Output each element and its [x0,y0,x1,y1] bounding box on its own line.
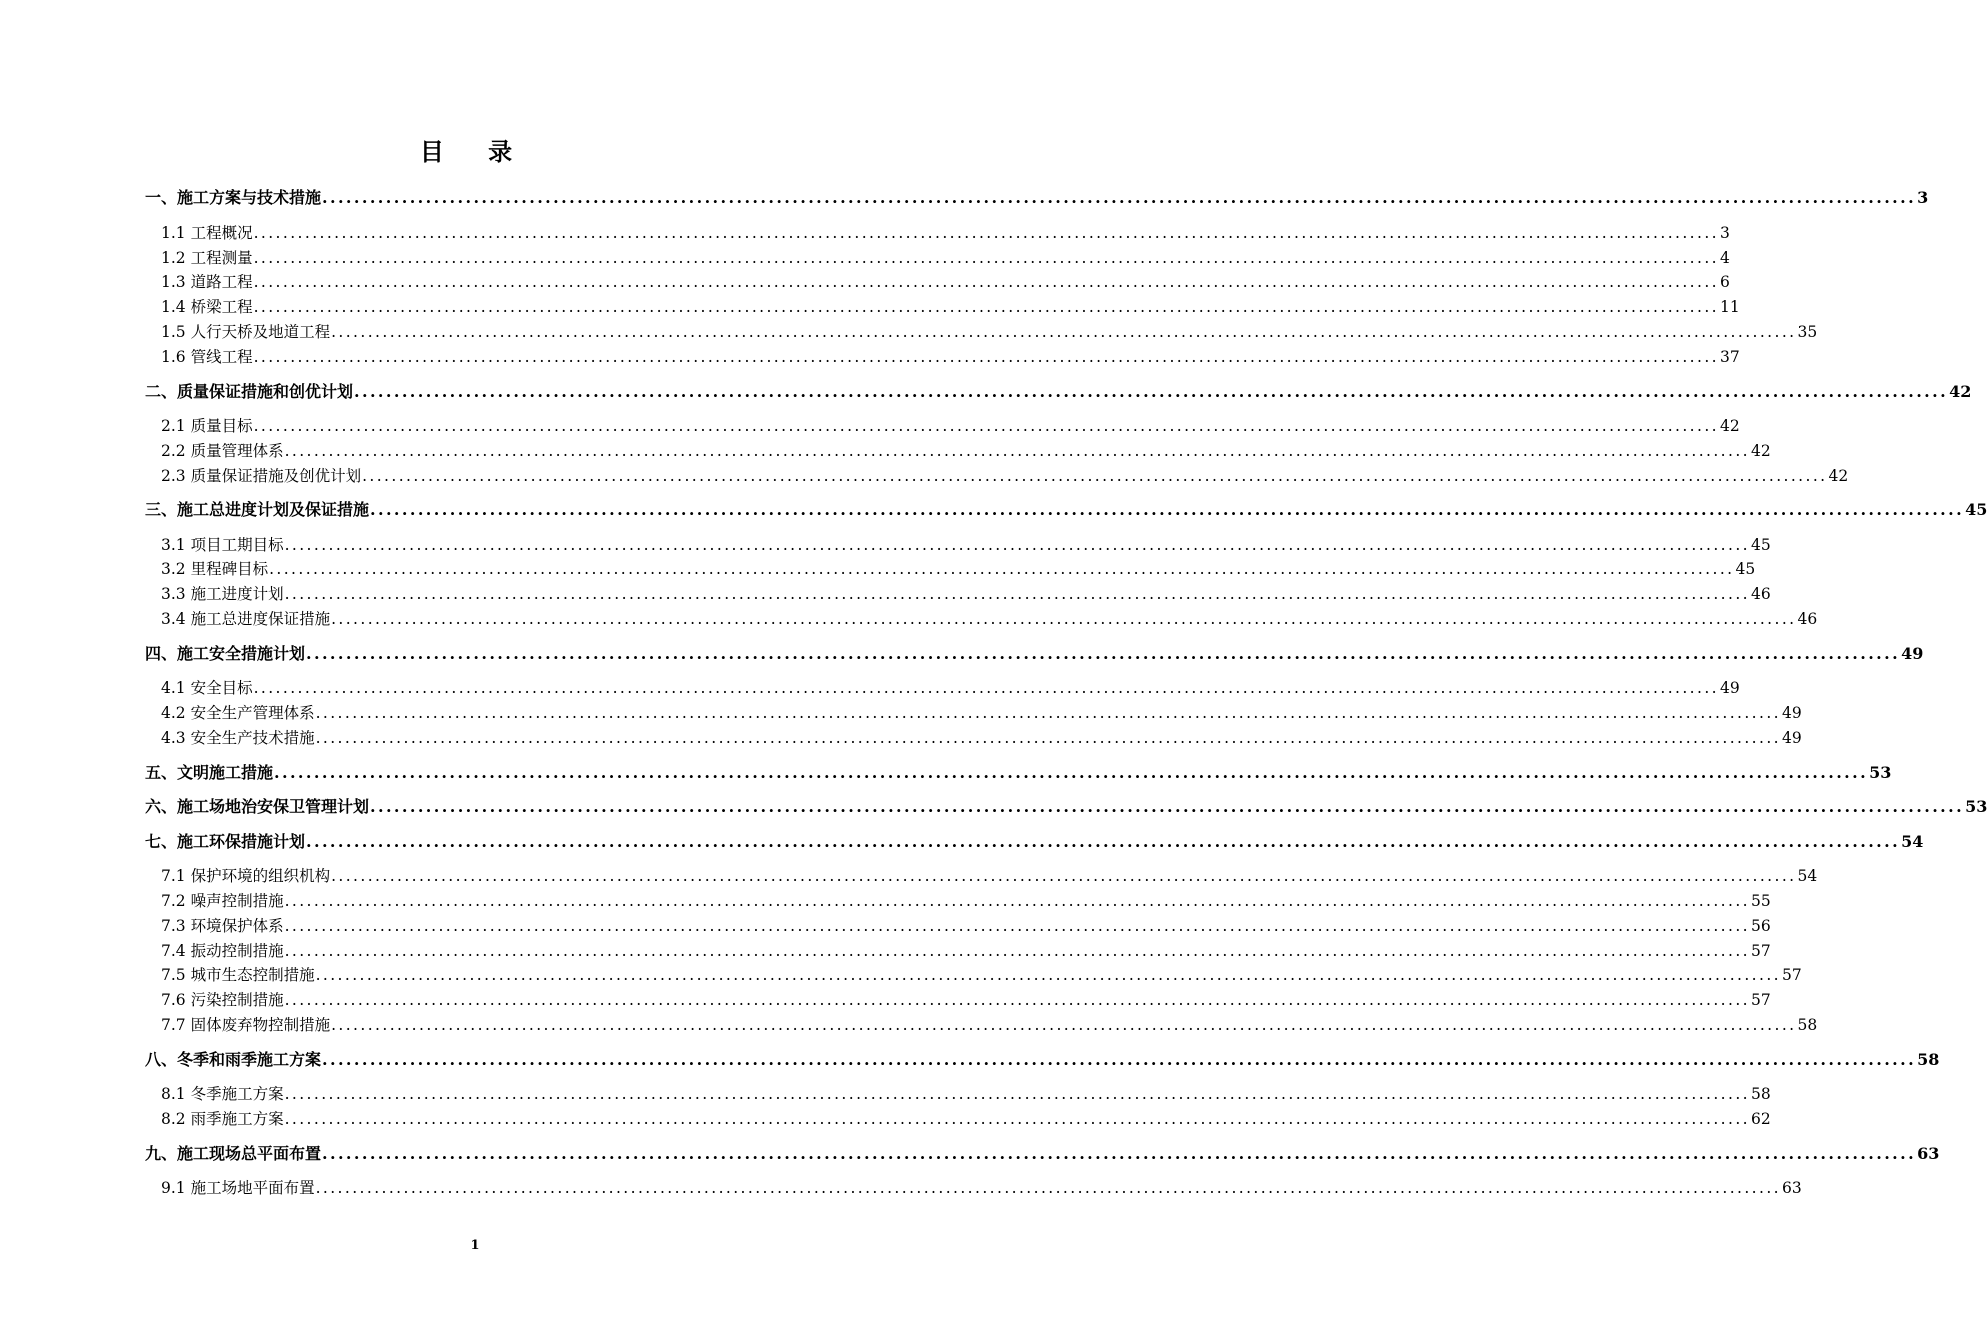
toc-entry-label: 2.2 质量管理体系 [161,442,284,460]
toc-chapter-entry[interactable] [145,761,1892,785]
toc-section-entry[interactable] [161,320,1818,344]
toc-section-entry[interactable] [161,914,1771,938]
toc-entry-label: 六、施工场地治安保卫管理计划 [145,797,370,816]
toc-entry-page-number: 62 [1750,1110,1771,1128]
toc-dot-leader: ........................................................................................................................................................................................................ [331,1016,1797,1034]
toc-entry-label: 8.2 雨季施工方案 [161,1110,284,1128]
toc-section-entry[interactable] [161,1107,1771,1131]
toc-entry-page-number: 42 [1719,417,1740,435]
toc-dot-leader: ........................................................................................................................................................................................................ [315,1179,1781,1197]
toc-dot-leader: ........................................................................................................................................................................................................ [315,704,1781,722]
toc-dot-leader: ........................................................................................................................................................................................................ [284,585,1750,603]
toc-dot-leader: ........................................................................................................................................................................................................ [315,729,1781,747]
toc-entry-page-number: 54 [1901,832,1924,851]
toc-section-entry[interactable] [161,295,1740,319]
toc-dot-leader: ........................................................................................................................................................................................................ [306,832,1901,851]
toc-section-entry[interactable] [161,607,1818,631]
toc-entry-label: 1.2 工程测量 [161,249,253,267]
toc-dot-leader: ........................................................................................................................................................................................................ [284,892,1750,910]
toc-chapter-entry[interactable] [145,1142,1940,1166]
toc-entry-label: 4.2 安全生产管理体系 [161,704,315,722]
toc-entry-page-number: 57 [1750,942,1771,960]
toc-section-entry[interactable] [161,1013,1818,1037]
toc-section-entry[interactable] [161,701,1802,725]
toc-entry-page-number: 58 [1797,1016,1818,1034]
toc-chapter-entry[interactable] [145,498,1987,522]
toc-dot-leader: ........................................................................................................................................................................................................ [370,797,1965,816]
toc-entry-label: 8.1 冬季施工方案 [161,1085,284,1103]
toc-section-entry[interactable] [161,582,1771,606]
toc-section-entry[interactable] [161,939,1771,963]
toc-entry-label: 二、质量保证措施和创优计划 [145,382,354,401]
toc-entry-page-number: 42 [1828,467,1849,485]
toc-section-entry[interactable] [161,676,1740,700]
toc-entry-label: 九、施工现场总平面布置 [145,1144,322,1163]
toc-section-entry[interactable] [161,889,1771,913]
toc-entry-page-number: 11 [1719,298,1740,316]
toc-section-entry[interactable] [161,246,1730,270]
toc-section-entry[interactable] [161,345,1740,369]
toc-dot-leader: ........................................................................................................................................................................................................ [315,966,1781,984]
toc-section-entry[interactable] [161,464,1849,488]
toc-dot-leader: ........................................................................................................................................................................................................ [354,382,1949,401]
toc-dot-leader: ........................................................................................................................................................................................................ [253,679,1719,697]
toc-entry-page-number: 55 [1750,892,1771,910]
toc-entry-page-number: 49 [1901,644,1924,663]
toc-entry-label: 七、施工环保措施计划 [145,832,306,851]
toc-entry-page-number: 37 [1719,348,1740,366]
toc-entry-label: 1.3 道路工程 [161,273,253,291]
toc-section-entry[interactable] [161,557,1756,581]
toc-chapter-entry[interactable] [145,795,1987,819]
page-number: 1 [470,1238,480,1253]
toc-chapter-entry[interactable] [145,642,1924,666]
toc-dot-leader: ........................................................................................................................................................................................................ [253,298,1719,316]
toc-entry-label: 7.4 振动控制措施 [161,942,284,960]
toc-section-entry[interactable] [161,1176,1802,1200]
toc-entry-label: 7.3 环境保护体系 [161,917,284,935]
toc-entry-page-number: 45 [1735,560,1756,578]
toc-entry-label: 3.2 里程碑目标 [161,560,269,578]
toc-entry-page-number: 46 [1750,585,1771,603]
toc-dot-leader: ........................................................................................................................................................................................................ [253,249,1719,267]
toc-dot-leader: ........................................................................................................................................................................................................ [284,991,1750,1009]
toc-entry-page-number: 49 [1781,704,1802,722]
toc-entry-label: 五、文明施工措施 [145,763,274,782]
toc-entry-page-number: 4 [1719,249,1730,267]
toc-entry-page-number: 42 [1750,442,1771,460]
toc-entry-page-number: 57 [1750,991,1771,1009]
toc-dot-leader: ........................................................................................................................................................................................................ [284,917,1750,935]
toc-dot-leader: ........................................................................................................................................................................................................ [269,560,1735,578]
toc-entry-page-number: 58 [1917,1050,1940,1069]
toc-entry-label: 3.4 施工总进度保证措施 [161,610,331,628]
toc-section-entry[interactable] [161,439,1771,463]
toc-entry-label: 2.3 质量保证措施及创优计划 [161,467,362,485]
toc-entry-page-number: 45 [1965,500,1987,519]
toc-entry-page-number: 3 [1917,188,1929,207]
toc-entry-label: 4.3 安全生产技术措施 [161,729,315,747]
toc-section-entry[interactable] [161,963,1802,987]
toc-entry-label: 7.7 固体废弃物控制措施 [161,1016,331,1034]
toc-entry-page-number: 58 [1750,1085,1771,1103]
toc-entry-label: 7.6 污染控制措施 [161,991,284,1009]
toc-section-entry[interactable] [161,414,1740,438]
toc-entry-label: 四、施工安全措施计划 [145,644,306,663]
toc-entry-page-number: 57 [1781,966,1802,984]
toc-dot-leader: ........................................................................................................................................................................................................ [284,942,1750,960]
toc-section-entry[interactable] [161,533,1771,557]
toc-section-entry[interactable] [161,988,1771,1012]
toc-entry-label: 9.1 施工场地平面布置 [161,1179,315,1197]
toc-entry-label: 三、施工总进度计划及保证措施 [145,500,370,519]
toc-dot-leader: ........................................................................................................................................................................................................ [331,867,1797,885]
toc-section-entry[interactable] [161,1082,1771,1106]
toc-entry-label: 3.1 项目工期目标 [161,536,284,554]
toc-dot-leader: ........................................................................................................................................................................................................ [306,644,1901,663]
toc-entry-label: 2.1 质量目标 [161,417,253,435]
toc-entry-label: 1.5 人行天桥及地道工程 [161,323,331,341]
toc-entry-label: 1.1 工程概况 [161,224,253,242]
toc-dot-leader: ........................................................................................................................................................................................................ [322,1144,1917,1163]
toc-dot-leader: ........................................................................................................................................................................................................ [284,1110,1750,1128]
toc-entry-page-number: 45 [1750,536,1771,554]
toc-section-entry[interactable] [161,864,1818,888]
toc-chapter-entry[interactable] [145,186,1929,210]
toc-entry-page-number: 53 [1869,763,1892,782]
toc-dot-leader: ........................................................................................................................................................................................................ [331,323,1797,341]
toc-entry-page-number: 53 [1965,797,1987,816]
toc-entry-page-number: 63 [1781,1179,1802,1197]
toc-dot-leader: ........................................................................................................................................................................................................ [322,1050,1917,1069]
toc-chapter-entry[interactable] [145,380,1972,404]
toc-section-entry[interactable] [161,270,1730,294]
toc-entry-page-number: 6 [1719,273,1730,291]
toc-entry-label: 1.6 管线工程 [161,348,253,366]
toc-entry-page-number: 49 [1719,679,1740,697]
toc-entry-label: 7.5 城市生态控制措施 [161,966,315,984]
toc-dot-leader: ........................................................................................................................................................................................................ [253,417,1719,435]
toc-entry-page-number: 54 [1797,867,1818,885]
toc-entry-page-number: 42 [1949,382,1972,401]
toc-section-entry[interactable] [161,726,1802,750]
toc-entry-label: 7.2 噪声控制措施 [161,892,284,910]
toc-dot-leader: ........................................................................................................................................................................................................ [370,500,1965,519]
toc-dot-leader: ........................................................................................................................................................................................................ [284,442,1750,460]
toc-dot-leader: ........................................................................................................................................................................................................ [253,273,1719,291]
toc-entry-label: 7.1 保护环境的组织机构 [161,867,331,885]
toc-entry-page-number: 3 [1719,224,1730,242]
toc-dot-leader: ........................................................................................................................................................................................................ [284,536,1750,554]
toc-dot-leader: ........................................................................................................................................................................................................ [274,763,1869,782]
toc-dot-leader: ........................................................................................................................................................................................................ [253,348,1719,366]
toc-dot-leader: ........................................................................................................................................................................................................ [253,224,1719,242]
toc-title: 目 录 [419,137,531,166]
toc-entry-label: 一、施工方案与技术措施 [145,188,322,207]
toc-entry-label: 3.3 施工进度计划 [161,585,284,603]
toc-dot-leader: ........................................................................................................................................................................................................ [322,188,1917,207]
toc-section-entry[interactable] [161,221,1730,245]
toc-dot-leader: ........................................................................................................................................................................................................ [331,610,1797,628]
toc-entry-page-number: 49 [1781,729,1802,747]
toc-entry-page-number: 35 [1797,323,1818,341]
toc-dot-leader: ........................................................................................................................................................................................................ [362,467,1828,485]
toc-entry-page-number: 56 [1750,917,1771,935]
toc-dot-leader: ........................................................................................................................................................................................................ [284,1085,1750,1103]
toc-entry-page-number: 46 [1797,610,1818,628]
toc-entry-label: 1.4 桥梁工程 [161,298,253,316]
toc-chapter-entry[interactable] [145,1048,1940,1072]
toc-entry-label: 八、冬季和雨季施工方案 [145,1050,322,1069]
toc-chapter-entry[interactable] [145,830,1924,854]
toc-entry-page-number: 63 [1917,1144,1940,1163]
toc-entry-label: 4.1 安全目标 [161,679,253,697]
